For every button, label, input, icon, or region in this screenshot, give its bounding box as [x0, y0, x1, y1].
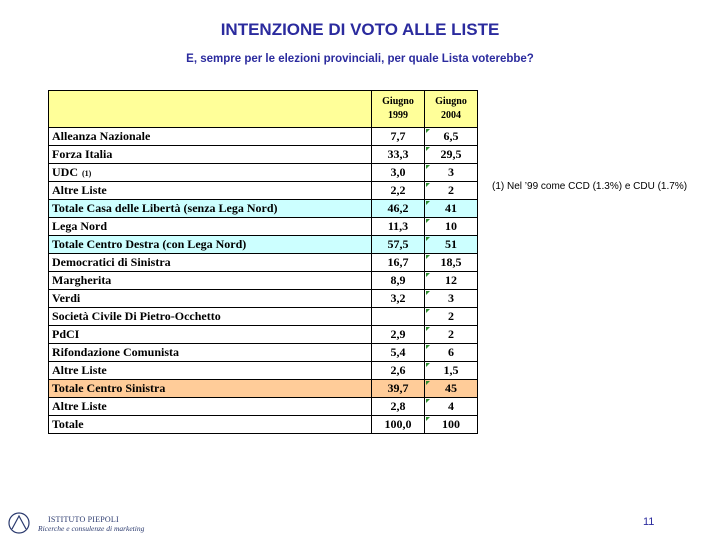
row-label-text: Totale Centro Destra (con Lega Nord) [52, 237, 247, 251]
value-2004: 3 [425, 290, 478, 308]
table-row [49, 146, 478, 164]
row-label [49, 398, 372, 416]
value-2004: 2 [425, 308, 478, 326]
vote-intention-table [48, 90, 478, 434]
value-1999: 2,2 [372, 182, 425, 200]
row-label [49, 146, 372, 164]
header-col-1999-line1: Giugno [382, 96, 414, 107]
table-row [49, 290, 478, 308]
table-row [49, 218, 478, 236]
row-label-text: Totale Centro Sinistra [52, 381, 166, 395]
value-2004: 100 [425, 416, 478, 434]
logo-name: ISTITUTO PIEPOLI [48, 515, 119, 524]
header-col-1999-line2: 1999 [388, 110, 408, 121]
table-row [49, 308, 478, 326]
value-1999: 11,3 [372, 218, 425, 236]
row-label [49, 218, 372, 236]
row-label-text: PdCI [52, 327, 80, 341]
row-label-text: Forza Italia [52, 147, 113, 161]
row-label [49, 182, 372, 200]
row-label [49, 416, 372, 434]
row-label [49, 272, 372, 290]
value-2004: 2 [425, 326, 478, 344]
value-1999: 16,7 [372, 254, 425, 272]
row-label [49, 254, 372, 272]
piepoli-logo-icon [6, 512, 32, 534]
row-label [49, 344, 372, 362]
row-label-text: Altre Liste [52, 363, 107, 377]
value-1999: 7,7 [372, 128, 425, 146]
row-label [49, 362, 372, 380]
header-col-2004-line2: 2004 [441, 110, 461, 121]
value-2004: 10 [425, 218, 478, 236]
value-1999: 39,7 [372, 380, 425, 398]
row-label [49, 236, 372, 254]
row-label [49, 290, 372, 308]
row-label [49, 308, 372, 326]
table-row [49, 200, 478, 218]
header-col-2004 [425, 91, 478, 128]
value-1999: 8,9 [372, 272, 425, 290]
page-number: 11 [643, 516, 655, 528]
value-2004: 18,5 [425, 254, 478, 272]
row-label-footnote-marker: (1) [82, 169, 92, 178]
table-row [49, 254, 478, 272]
table-row [49, 182, 478, 200]
table-row [49, 362, 478, 380]
footnote: (1) Nel ’99 come CCD (1.3%) e CDU (1.7%) [492, 181, 688, 192]
page-subtitle: E, sempre per le elezioni provinciali, per quale Lista voterebbe? [186, 53, 534, 65]
row-label [49, 164, 372, 182]
table-body [49, 128, 478, 434]
row-label-text: Democratici di Sinistra [52, 255, 171, 269]
row-label-text: Altre Liste [52, 399, 107, 413]
table-row [49, 272, 478, 290]
value-1999: 2,9 [372, 326, 425, 344]
value-2004: 2 [425, 182, 478, 200]
row-label-text: Margherita [52, 273, 112, 287]
row-label-text: Verdi [52, 291, 81, 305]
header-col-1999 [372, 91, 425, 128]
table-row [49, 326, 478, 344]
table-row [49, 128, 478, 146]
value-2004: 29,5 [425, 146, 478, 164]
value-1999: 3,0 [372, 164, 425, 182]
value-2004: 4 [425, 398, 478, 416]
value-1999 [372, 308, 425, 326]
row-label-text: UDC [52, 165, 78, 179]
value-2004: 1,5 [425, 362, 478, 380]
value-1999: 2,8 [372, 398, 425, 416]
row-label-text: Totale Casa delle Libertà (senza Lega Nord) [52, 201, 278, 215]
value-2004: 12 [425, 272, 478, 290]
row-label [49, 128, 372, 146]
row-label [49, 326, 372, 344]
row-label [49, 200, 372, 218]
table-row [49, 344, 478, 362]
row-label-text: Totale [52, 417, 84, 431]
table-row [49, 380, 478, 398]
value-1999: 3,2 [372, 290, 425, 308]
value-2004: 41 [425, 200, 478, 218]
value-1999: 46,2 [372, 200, 425, 218]
value-1999: 5,4 [372, 344, 425, 362]
header-blank-cell [49, 91, 372, 128]
row-label-text: Altre Liste [52, 183, 107, 197]
page-title: INTENZIONE DI VOTO ALLE LISTE [220, 20, 500, 39]
value-2004: 6 [425, 344, 478, 362]
value-1999: 100,0 [372, 416, 425, 434]
value-2004: 3 [425, 164, 478, 182]
value-1999: 33,3 [372, 146, 425, 164]
row-label-text: Rifondazione Comunista [52, 345, 180, 359]
row-label-text: Lega Nord [52, 219, 107, 233]
value-2004: 6,5 [425, 128, 478, 146]
table-header-row [49, 91, 478, 128]
table-row [49, 416, 478, 434]
value-2004: 45 [425, 380, 478, 398]
value-1999: 57,5 [372, 236, 425, 254]
header-col-2004-line1: Giugno [435, 96, 467, 107]
logo-tagline: Ricerche e consulenze di marketing [38, 524, 145, 533]
value-1999: 2,6 [372, 362, 425, 380]
table-row [49, 236, 478, 254]
table-row [49, 164, 478, 182]
table-row [49, 398, 478, 416]
row-label-text: Alleanza Nazionale [52, 129, 151, 143]
row-label [49, 380, 372, 398]
value-2004: 51 [425, 236, 478, 254]
row-label-text: Società Civile Di Pietro-Occhetto [52, 309, 221, 323]
